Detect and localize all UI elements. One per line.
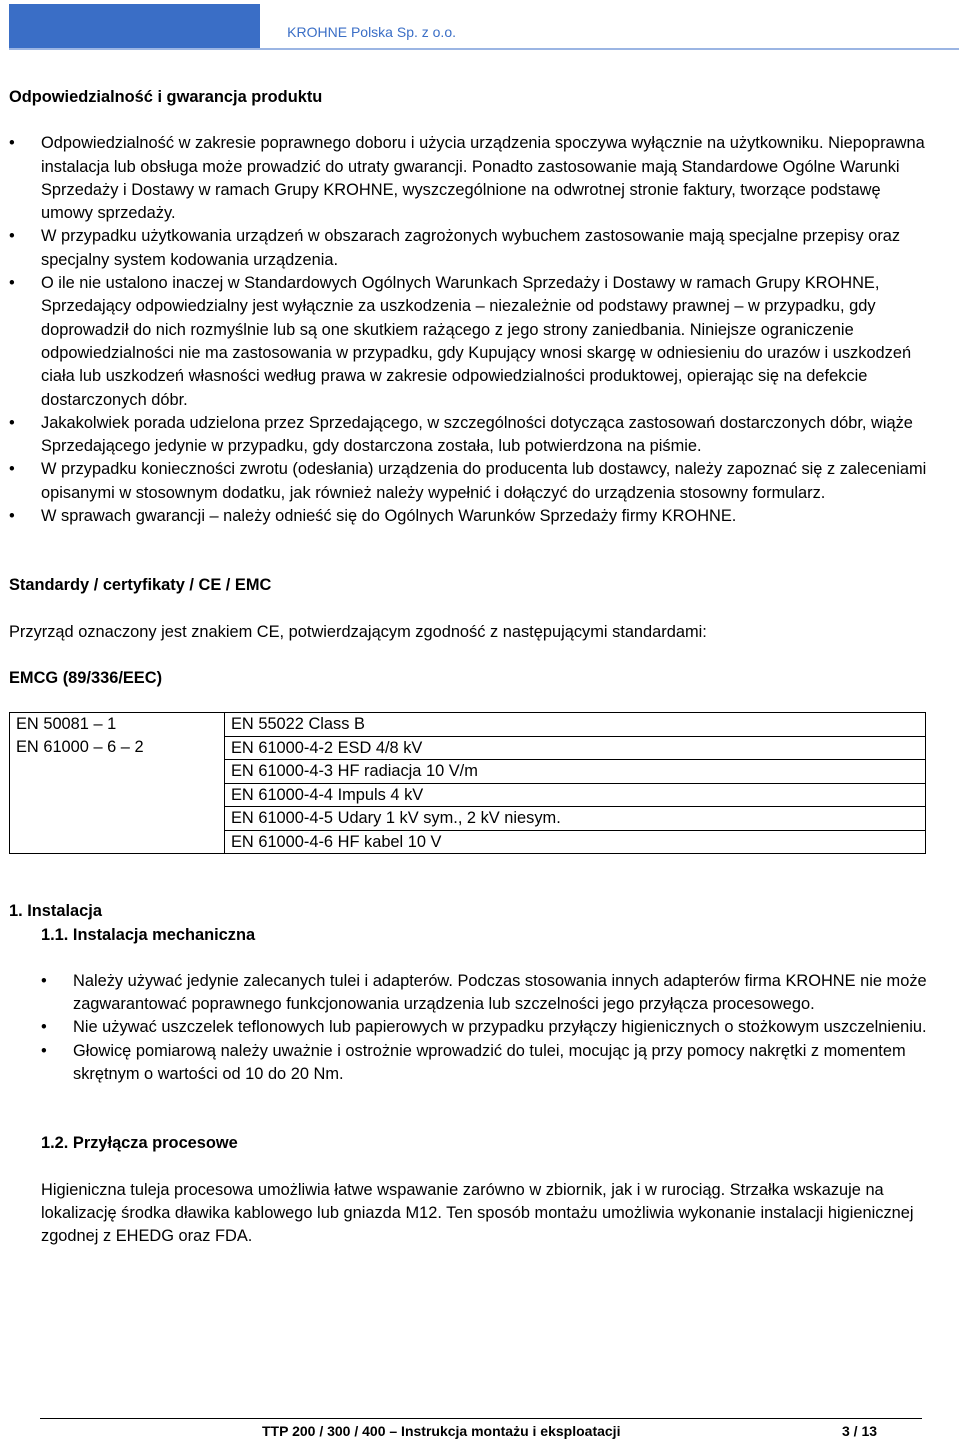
emcg-heading: EMCG (89/336/EEC) <box>9 668 163 687</box>
subsection-title-process: 1.2. Przyłącza procesowe <box>41 1134 238 1153</box>
list-item: • W sprawach gwarancji – należy odnieść się do Ogólnych Warunków Sprzedaży firmy KROHNE. <box>9 505 929 528</box>
process-paragraph: Higieniczna tuleja procesowa umożliwia łatwe wspawanie zarówno w zbiornik, jak i w rurociąg. Strzałka wskazuje na lokalizację środka dławika kablowego lub gniazda M12. Ten sposób montażu umożliwia wykonanie instalacji higienicznej zgodnej z EHEDG oraz FDA. <box>41 1180 914 1246</box>
list-item: • Należy używać jedynie zalecanych tulei i adapterów. Podczas stosowania innych adapterów firma KROHNE nie może zagwarantować poprawnego funkcjonowania urządzenia lub szczelności jego przyłącza procesowego. <box>41 970 929 1017</box>
warranty-list <box>9 132 929 528</box>
header-rule <box>9 48 959 50</box>
list-item: • Jakakolwiek porada udzielona przez Sprzedającego, w szczególności dotycząca zastosowań dostarczonych dóbr, wiąże Sprzedającego jedynie w przypadku, gdy dostarczona została, lub potwierdzona na piśmie. <box>9 412 929 459</box>
standard-entry: EN 50081 – 1 <box>16 715 117 734</box>
list-item: • Odpowiedzialność w zakresie poprawnego doboru i użycia urządzenia spoczywa wyłącznie na użytkowniku. Niepoprawna instalacja lub obsługa może prowadzić do utraty gwarancji. Ponadto zastosowanie mają Standardowe Ogólne Warunki Sprzedaży i Dostawy w ramach Grupy KROHNE, wyszczególnione na odwrotnej stronie faktury, tworzące podstawę umowy sprzedaży. <box>9 132 929 225</box>
mechanical-list <box>9 970 929 1086</box>
table-cell: EN 61000-4-5 Udary 1 kV sym., 2 kV niesym. <box>225 807 926 831</box>
page-number: 3 / 13 <box>842 1423 878 1439</box>
list-item: • Nie używać uszczelek teflonowych lub papierowych w przypadku przyłączy higienicznych o stożkowym uszczelnieniu. <box>41 1016 929 1039</box>
footer-rule <box>40 1418 922 1419</box>
list-item: • W przypadku konieczności zwrotu (odesłania) urządzenia do producenta lub dostawcy, należy zapoznać się z zaleceniami opisanymi w stosownym dodatku, jak również należy wypełnić i dołączyć do urządzenia stosowny formularz. <box>9 458 929 505</box>
list-item: • Głowicę pomiarową należy uważnie i ostrożnie wprowadzić do tulei, mocując ją przy pomocy nakrętki z momentem skrętnym o wartości od 10 do 20 Nm. <box>41 1040 929 1087</box>
table-cell: EN 61000-4-4 Impuls 4 kV <box>225 783 926 807</box>
list-item: • O ile nie ustalono inaczej w Standardowych Ogólnych Warunkach Sprzedaży i Dostawy w ramach Grupy KROHNE, Sprzedający odpowiedzialny jest wyłącznie za uszkodzenia – niezależnie od podstawy prawnej – w przypadku, gdy doprowadził do nich rozmyślnie lub są one skutkiem rażącego z jego strony zaniedbania. Niniejsze ograniczenie odpowiedzialności nie ma zastosowania w przypadku, gdy Kupujący wnosi skargę w odniesieniu do urazów i uszkodzeń ciała lub uszkodzeń własności według prawa w zakresie odpowiedzialności produktowej, opierając się na defekcie dostarczonych dóbr. <box>9 272 929 412</box>
table-cell: EN 61000-4-6 HF kabel 10 V <box>225 830 926 854</box>
table-cell: EN 61000-4-3 HF radiacja 10 V/m <box>225 760 926 784</box>
list-item: • W przypadku użytkowania urządzeń w obszarach zagrożonych wybuchem zastosowanie mają specjalne przepisy oraz specjalny system kodowania urządzenia. <box>9 225 929 272</box>
table-cell: EN 55022 Class B <box>225 713 926 737</box>
table-cell: EN 61000-4-2 ESD 4/8 kV <box>225 736 926 760</box>
table-row <box>10 713 926 737</box>
section-title-warranty: Odpowiedzialność i gwarancja produktu <box>9 88 323 106</box>
footer-title: TTP 200 / 300 / 400 – Instrukcja montażu i eksploatacji <box>262 1423 621 1439</box>
standards-intro: Przyrząd oznaczony jest znakiem CE, potwierdzającym zgodność z następującymi standardami: <box>9 622 707 641</box>
header-tab <box>200 4 260 48</box>
standard-entry: EN 61000 – 6 – 2 <box>16 737 144 756</box>
section-title-standards: Standardy / certyfikaty / CE / EMC <box>9 576 272 595</box>
section-title-installation: 1. Instalacja <box>9 902 102 921</box>
document-body <box>9 86 929 1249</box>
subsection-title-mechanical: 1.1. Instalacja mechaniczna <box>41 925 256 944</box>
table-cell-left <box>10 713 225 854</box>
header-company: KROHNE Polska Sp. z o.o. <box>287 24 456 40</box>
standards-table <box>9 712 926 854</box>
